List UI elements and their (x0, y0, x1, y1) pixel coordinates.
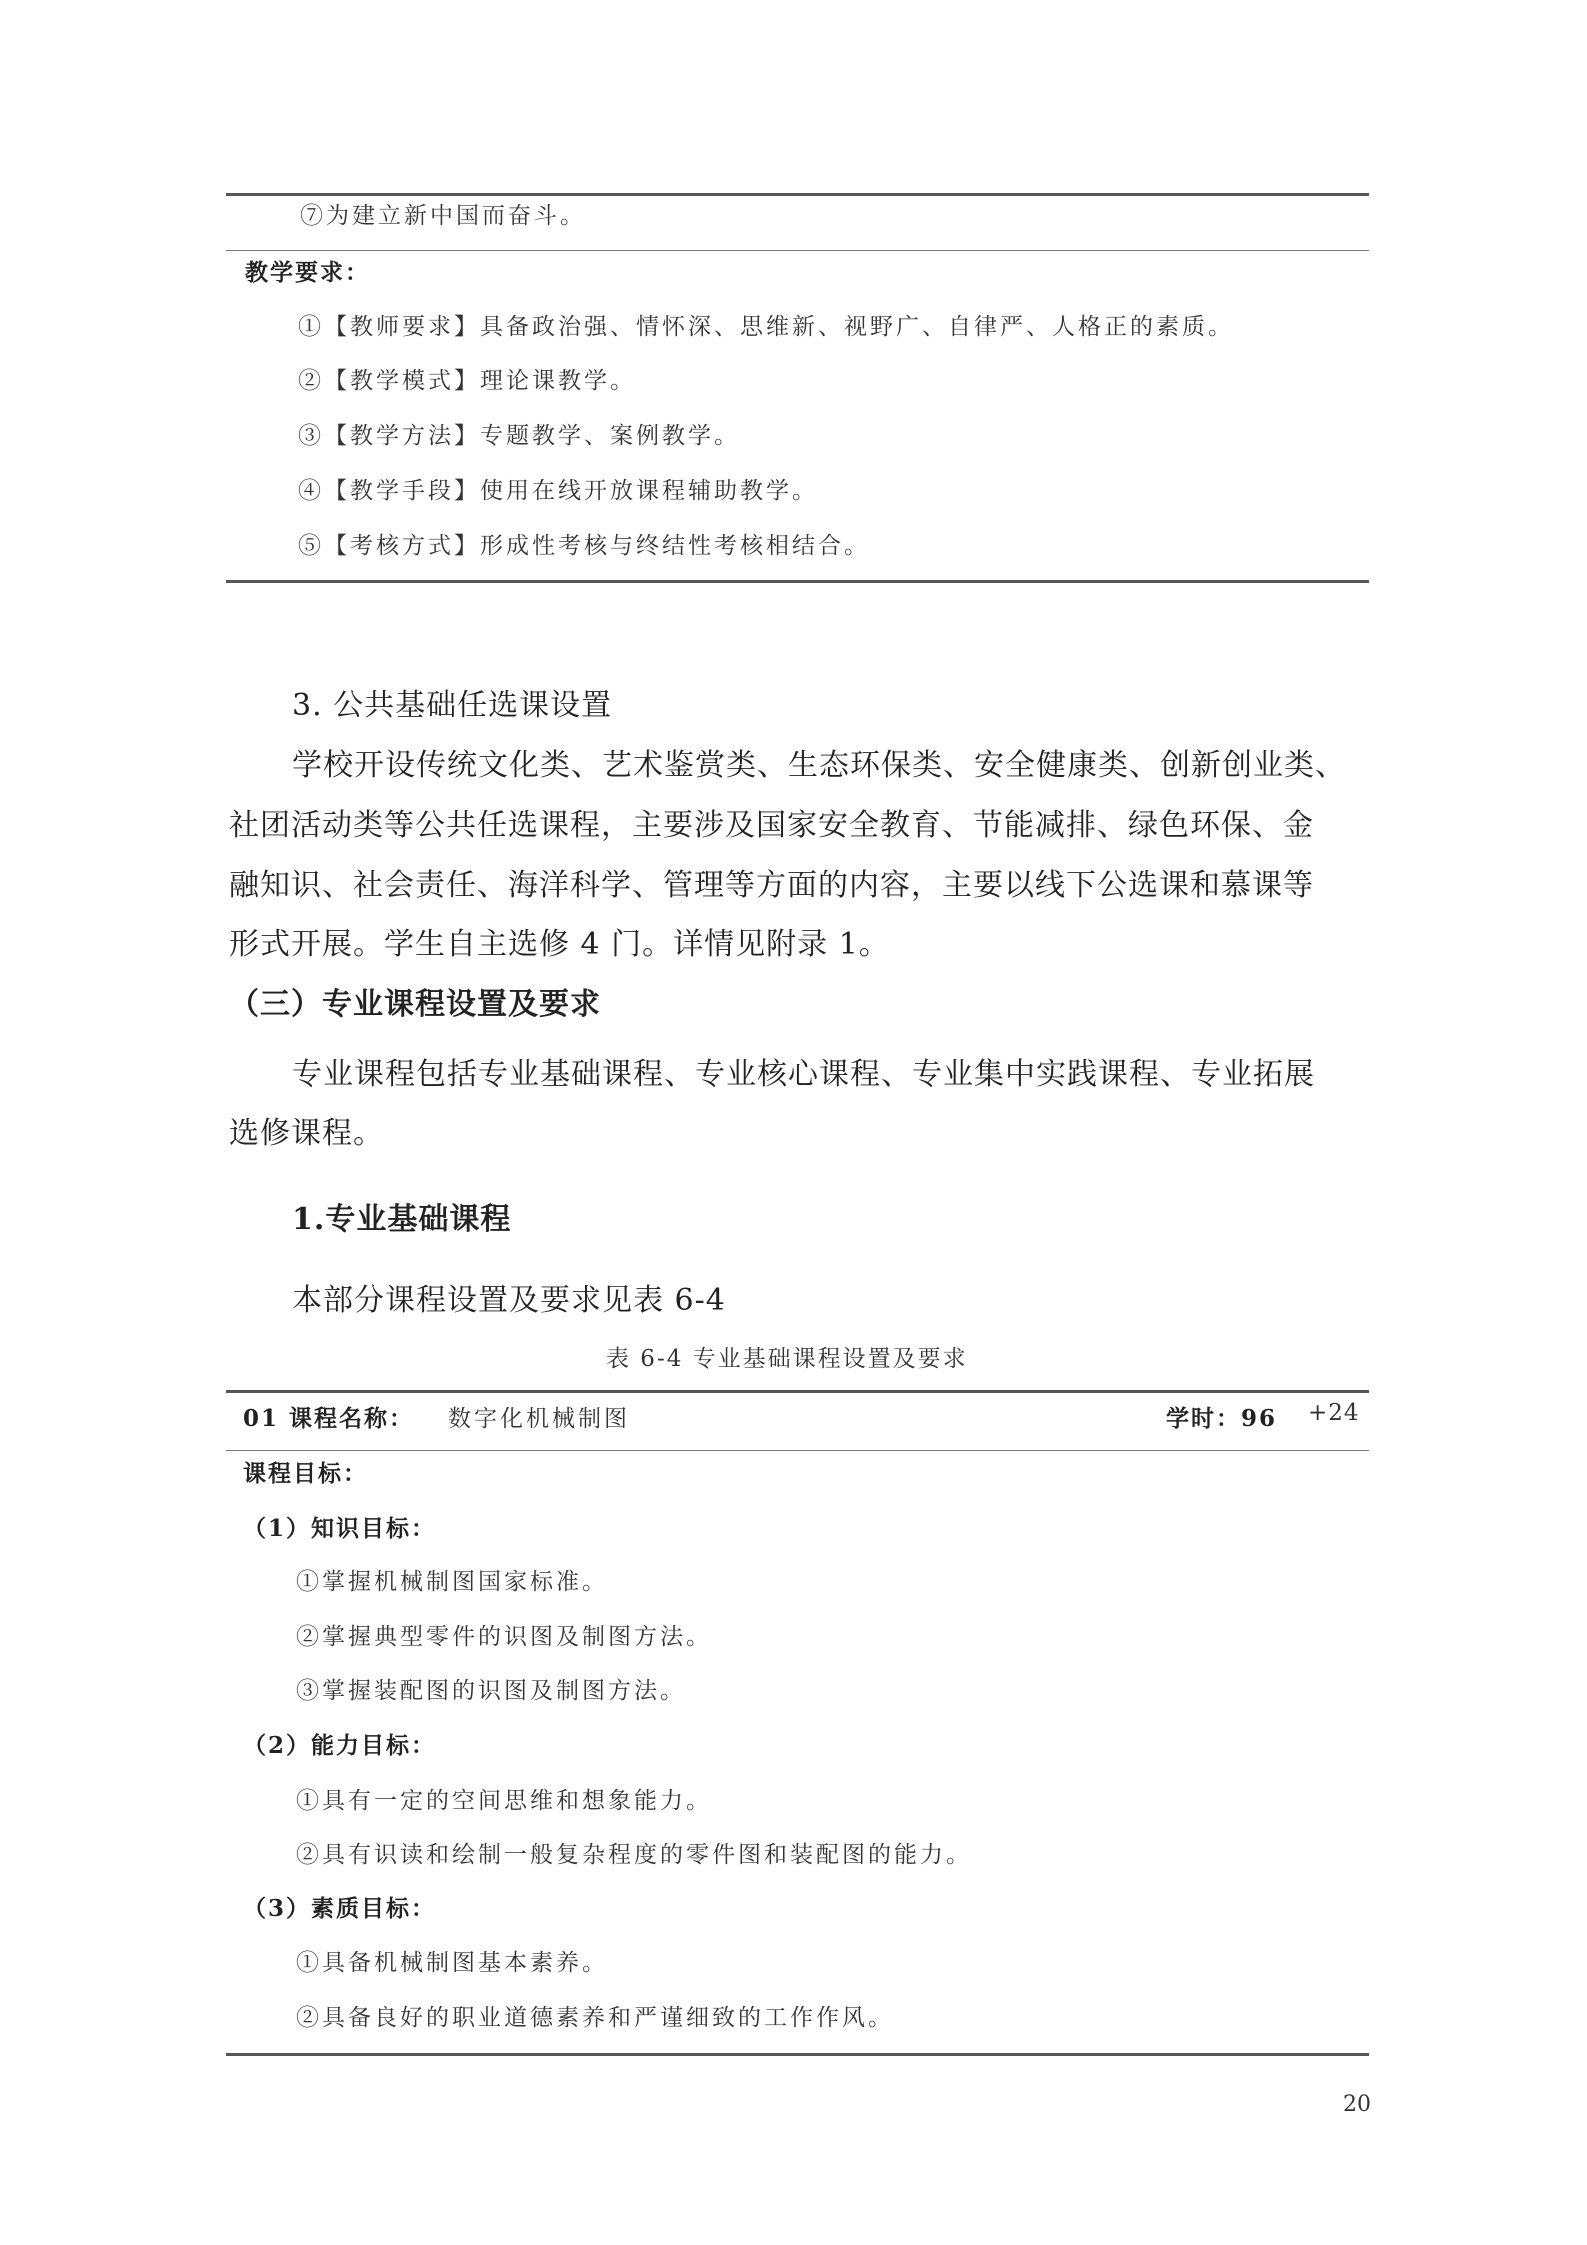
requirement-item: ①【教师要求】具备政治强、情怀深、思维新、视野广、自律严、人格正的素质。 (298, 314, 1234, 340)
section-3-heading: 3. 公共基础任选课设置 (292, 688, 613, 723)
table-top-border (226, 193, 1369, 196)
professional-paragraph-line: 专业课程包括专业基础课程、专业核心课程、专业集中实践课程、专业拓展 (292, 1057, 1315, 1092)
goal-item-7: ⑦为建立新中国而奋斗。 (300, 203, 586, 229)
requirement-item: ③【教学方法】专题教学、案例教学。 (298, 423, 740, 449)
course-table-row-divider (226, 1450, 1369, 1451)
table-caption: 表 6-4 专业基础课程设置及要求 (606, 1346, 968, 1372)
table-row-divider (226, 250, 1369, 251)
requirement-item: ⑤【考核方式】形成性考核与终结性考核相结合。 (298, 533, 870, 559)
knowledge-heading: （1）知识目标： (243, 1515, 437, 1542)
course-label: 01 课程名称： (243, 1405, 415, 1432)
course-table-top-border (226, 1390, 1369, 1393)
professional-paragraph-line: 选修课程。 (229, 1116, 384, 1151)
subsection-1-heading: 1.专业基础课程 (292, 1202, 512, 1237)
page-number: 20 (1343, 2092, 1371, 2117)
table-bottom-border (226, 580, 1369, 583)
professional-section-heading: （三）专业课程设置及要求 (229, 987, 601, 1022)
section-3-paragraph-line: 学校开设传统文化类、艺术鉴赏类、生态环保类、安全健康类、创新创业类、 (292, 748, 1346, 783)
quality-item: ②具备良好的职业道德素养和严谨细致的工作作风。 (296, 2005, 894, 2031)
objectives-heading: 课程目标： (243, 1460, 368, 1487)
course-hours-extra: +24 (1308, 1400, 1360, 1426)
quality-item: ①具备机械制图基本素养。 (296, 1950, 608, 1976)
knowledge-item: ②掌握典型零件的识图及制图方法。 (296, 1624, 712, 1650)
section-3-paragraph-line: 融知识、社会责任、海洋科学、管理等方面的内容，主要以线下公选课和慕课等 (229, 868, 1314, 903)
course-table-bottom-border (226, 2053, 1369, 2056)
ability-heading: （2）能力目标： (243, 1732, 437, 1759)
requirement-item: ④【教学手段】使用在线开放课程辅助教学。 (298, 478, 818, 504)
ability-item: ①具有一定的空间思维和想象能力。 (296, 1788, 712, 1814)
knowledge-item: ①掌握机械制图国家标准。 (296, 1569, 608, 1595)
subsection-1-intro: 本部分课程设置及要求见表 6-4 (292, 1283, 726, 1318)
section-3-paragraph-line: 社团活动类等公共任选课程，主要涉及国家安全教育、节能减排、绿色环保、金 (229, 808, 1314, 843)
course-hours: 学时：96 (1166, 1405, 1278, 1432)
knowledge-item: ③掌握装配图的识图及制图方法。 (296, 1678, 686, 1704)
requirement-item: ②【教学模式】理论课教学。 (298, 368, 636, 394)
course-name: 数字化机械制图 (448, 1406, 630, 1432)
ability-item: ②具有识读和绘制一般复杂程度的零件图和装配图的能力。 (296, 1842, 972, 1868)
requirements-heading: 教学要求： (245, 259, 370, 286)
quality-heading: （3）素质目标： (243, 1895, 437, 1922)
section-3-paragraph-line: 形式开展。学生自主选修 4 门。详情见附录 1。 (229, 927, 890, 962)
